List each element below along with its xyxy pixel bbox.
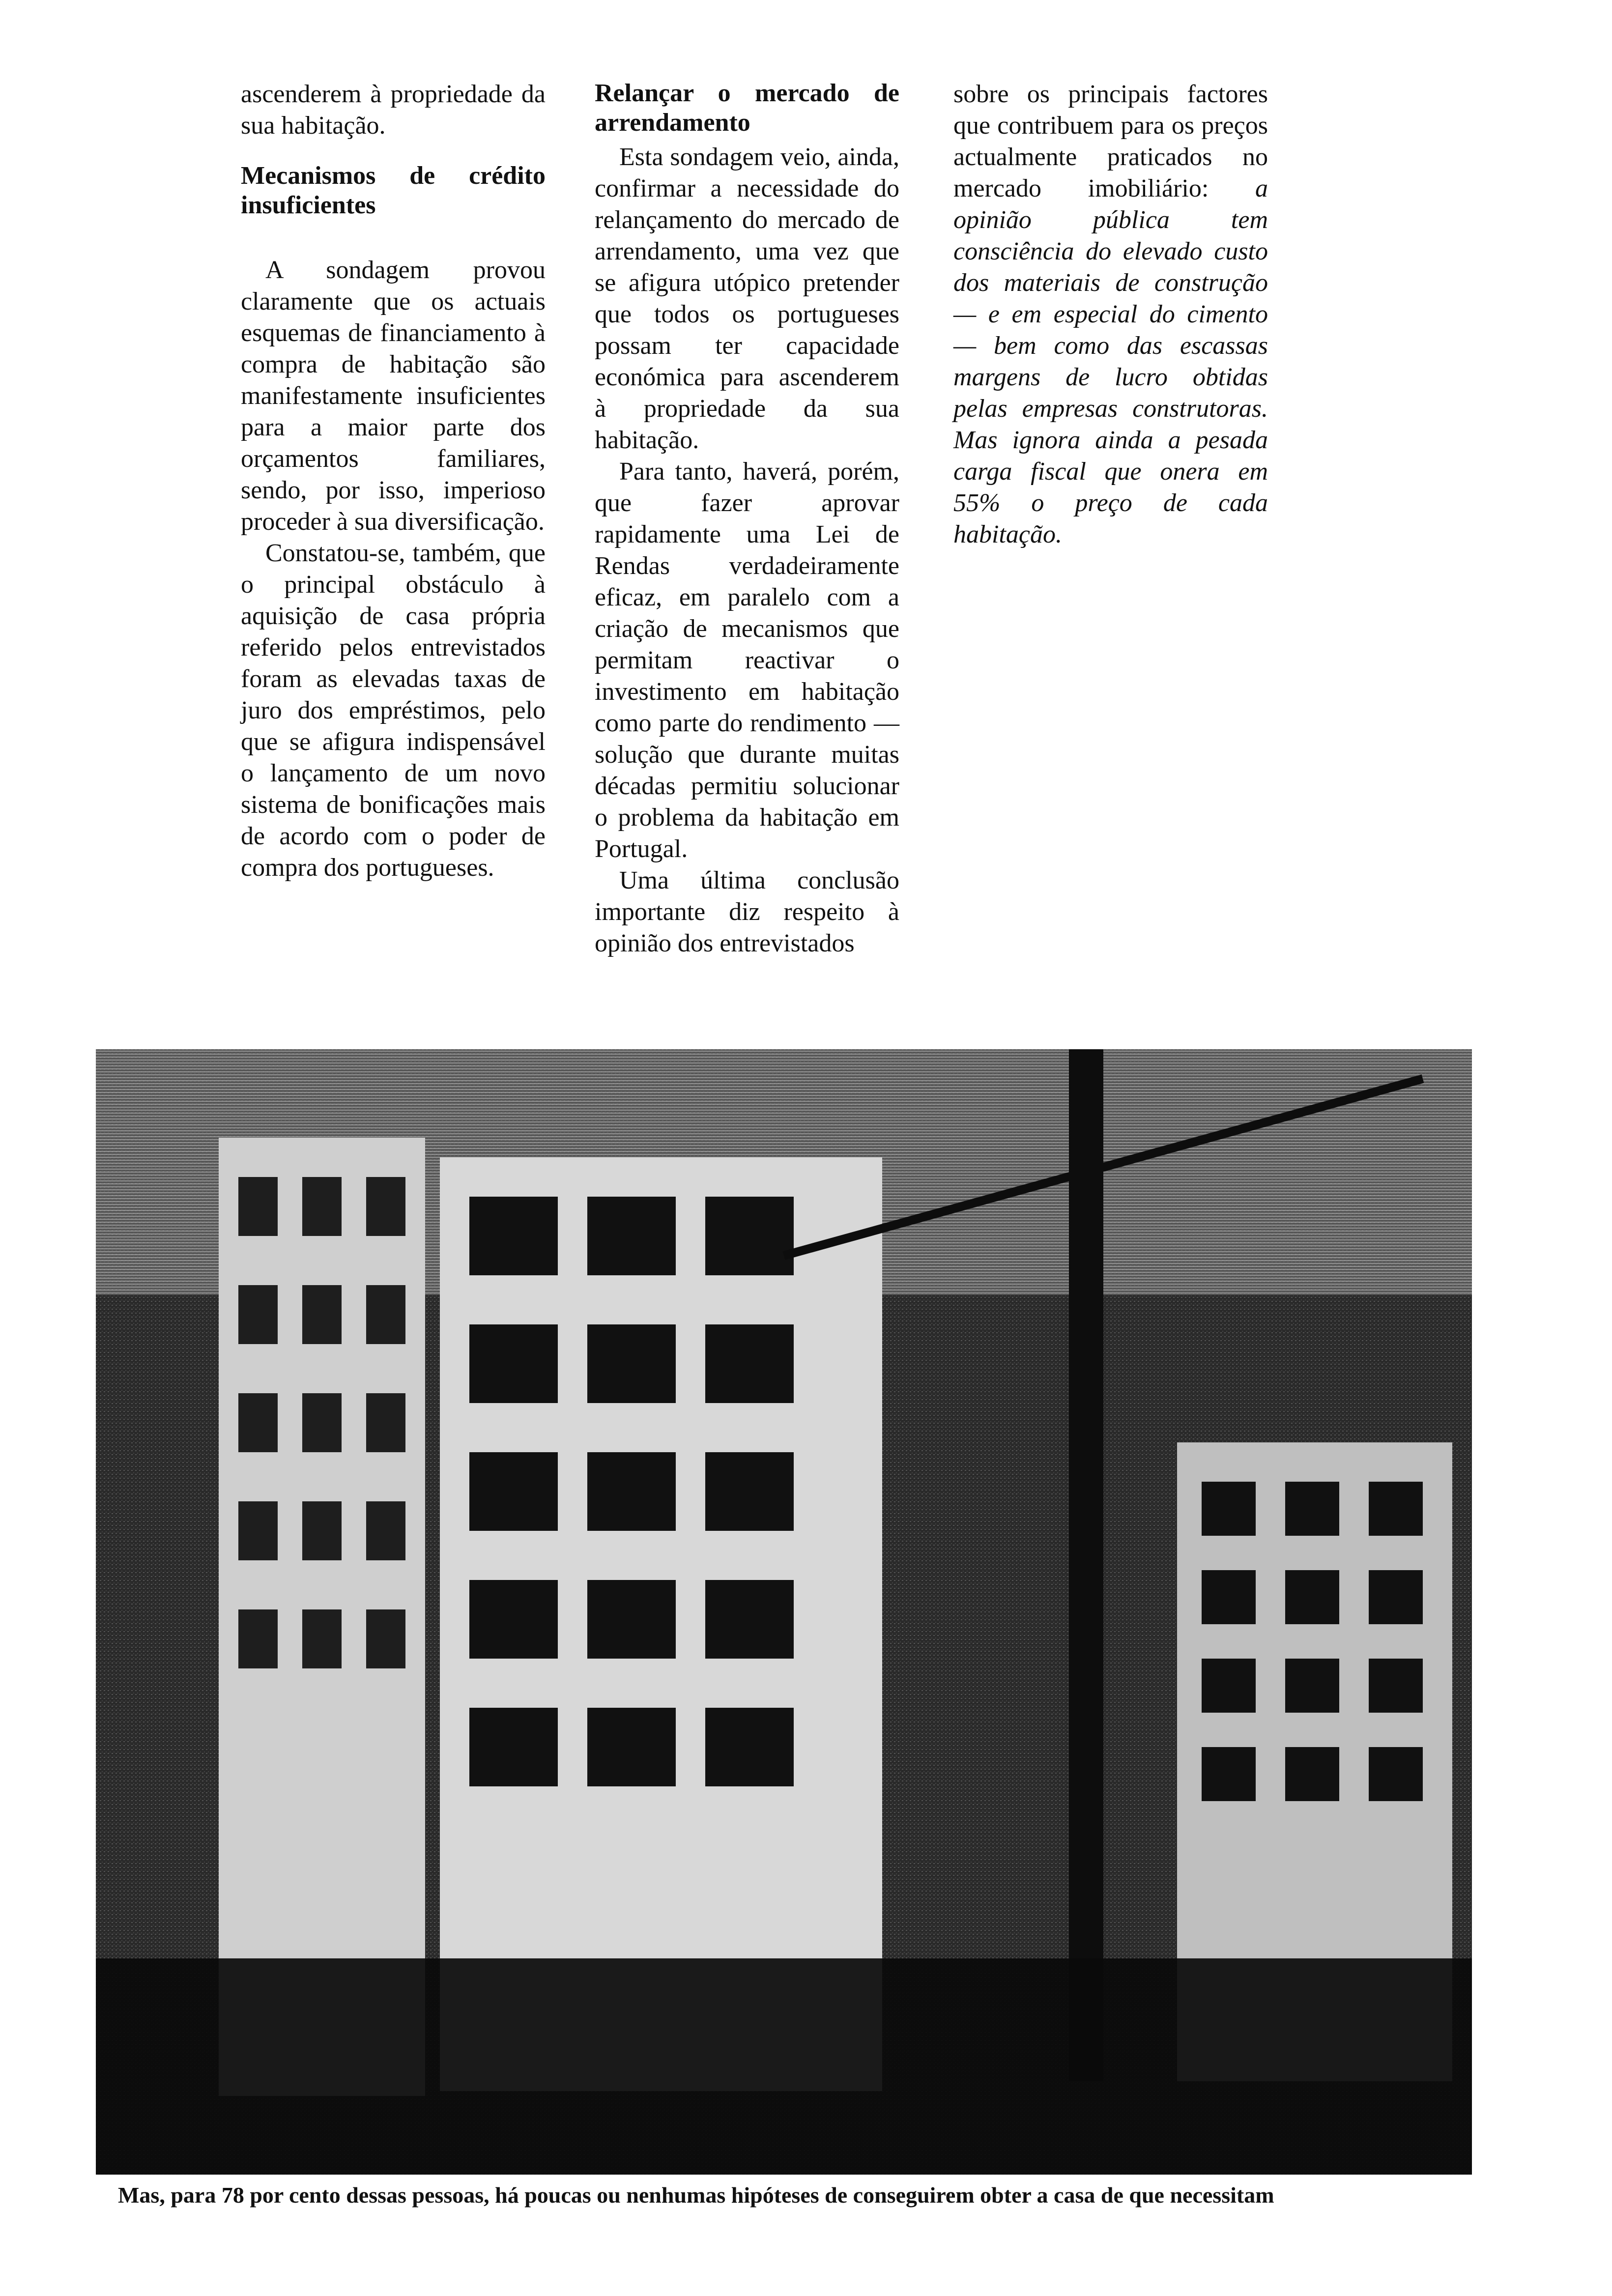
construction-site-photo [96,1049,1472,2175]
column-1-opening-text: ascenderem à propriedade da sua habitação. [241,80,546,140]
article-column-3 [953,79,1268,550]
photo-caption: Mas, para 78 por cento dessas pessoas, há poucas ou nenhumas hipóteses de conseguirem obter a casa de que necessitam [118,2182,1274,2208]
column-3-italic-text: a opinião pública tem consciência do elevado custo dos materiais de construção — e em especial do cimento — bem como das escassas margens de lucro obtidas pelas empresas construtoras. Mas ignora ainda a pesada carga fiscal que onera em 55% o preço de cada habitação. [953,174,1268,548]
section-heading-credit: Mecanismos de crédito insuficientes [241,162,546,219]
column-1-paragraph: A sondagem provou claramente que os actuais esquemas de financiamento à compra de habitação são manifestamente insuficientes para a maior parte dos orçamentos familiares, sendo, por isso, imperioso proceder à sua diversificação. [241,256,546,536]
column-1-paragraph: Constatou-se, também, que o principal obstáculo à aquisição de casa própria referido pelos entrevistados foram as elevadas taxas de juro dos empréstimos, pelo que se afigura indispensável o lançamento de um novo sistema de bonificações mais de acordo com o poder de compra dos portugueses. [241,539,546,882]
section-heading-rental-market: Relançar o mercado de arrendamento [595,79,899,137]
column-2-paragraph: Para tanto, haverá, porém, que fazer aprovar rapidamente uma Lei de Rendas verdadeiramente eficaz, em paralelo com a criação de mecanismos que permitam reactivar o investimento em habitação como parte do rendimento — solução que durante muitas décadas permitiu solucionar o problema da habitação em Portugal. [595,458,899,863]
article-column-2 [595,79,899,959]
article-column-1 [241,79,546,884]
column-3-lead-text: sobre os principais factores que contribuem para os preços actualmente praticados no mercado imobiliário: [953,80,1268,202]
building-photo-icon [96,1049,1472,2175]
column-2-paragraph: Uma última conclusão importante diz respeito à opinião dos entrevistados [595,866,899,957]
column-3-paragraph [953,79,1268,550]
column-2-paragraph: Esta sondagem veio, ainda, confirmar a necessidade do relançamento do mercado de arrendamento, uma vez que se afigura utópico pretender que todos os portugueses possam ter capacidade económica para ascenderem à propriedade da sua habitação. [595,143,899,454]
